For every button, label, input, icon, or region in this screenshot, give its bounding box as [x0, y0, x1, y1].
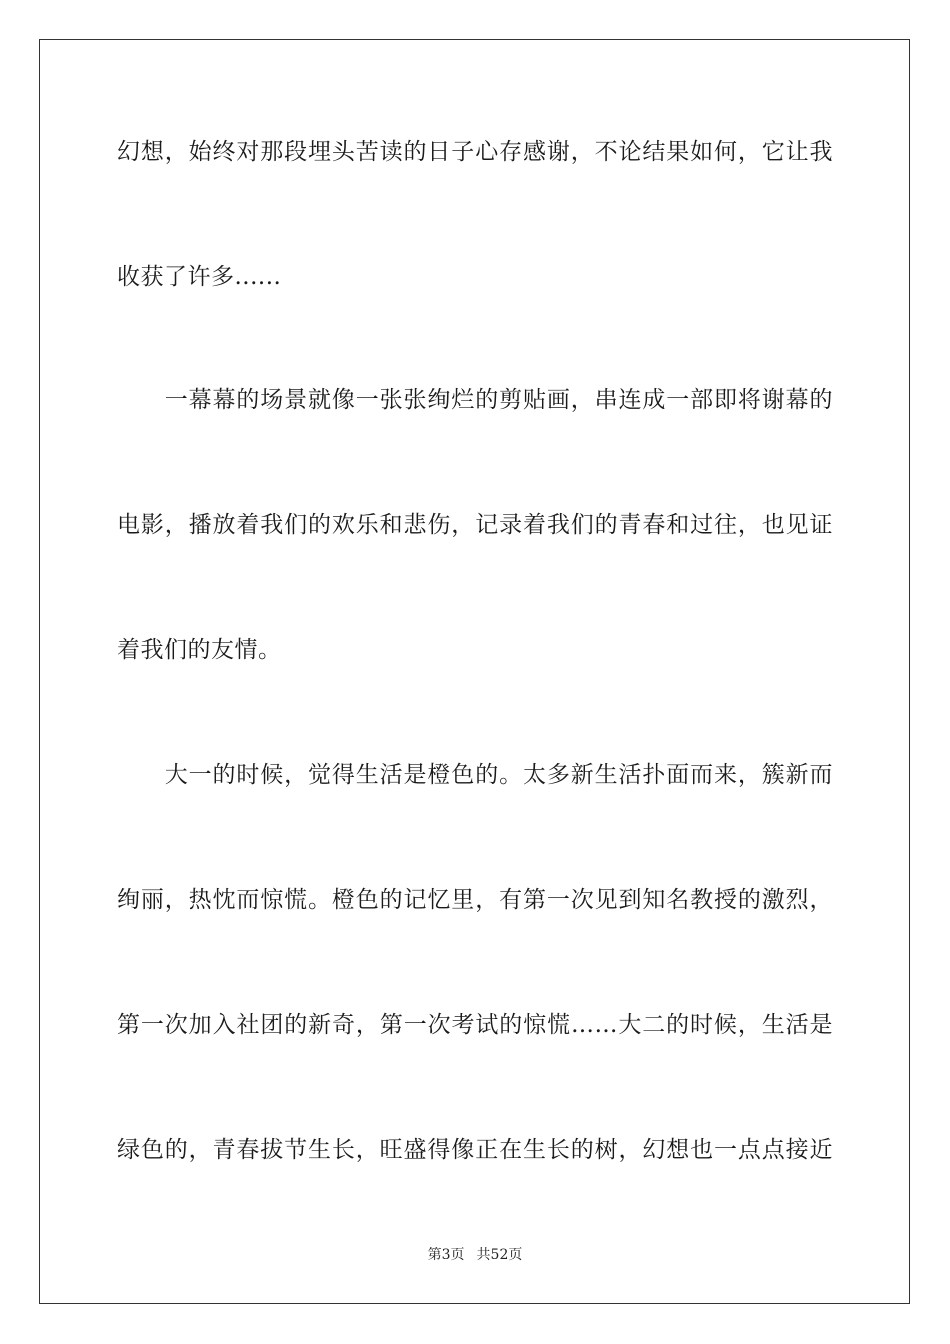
text-line-5: 着我们的友情。	[117, 637, 282, 663]
text-line-6: 大一的时候，觉得生活是橙色的。太多新生活扑面而来，簇新而	[117, 762, 833, 788]
text-line-1: 幻想，始终对那段埋头苦读的日子心存感谢，不论结果如何，它让我	[117, 139, 833, 165]
page-total: 共52页	[476, 1247, 523, 1263]
page-number: 第3页	[427, 1247, 465, 1263]
text-line-3: 一幕幕的场景就像一张张绚烂的剪贴画，串连成一部即将谢幕的	[117, 387, 833, 413]
text-line-2: 收获了许多......	[117, 264, 282, 290]
text-line-9: 绿色的，青春拔节生长，旺盛得像正在生长的树，幻想也一点点接近	[117, 1137, 833, 1163]
text-line-4: 电影，播放着我们的欢乐和悲伤，记录着我们的青春和过往，也见证	[117, 512, 833, 538]
text-line-8: 第一次加入社团的新奇，第一次考试的惊慌……大二的时候，生活是	[117, 1012, 833, 1038]
page-footer	[0, 1245, 950, 1265]
page-border	[39, 39, 910, 1304]
text-line-7: 绚丽，热忱而惊慌。橙色的记忆里，有第一次见到知名教授的激烈，	[117, 887, 833, 913]
